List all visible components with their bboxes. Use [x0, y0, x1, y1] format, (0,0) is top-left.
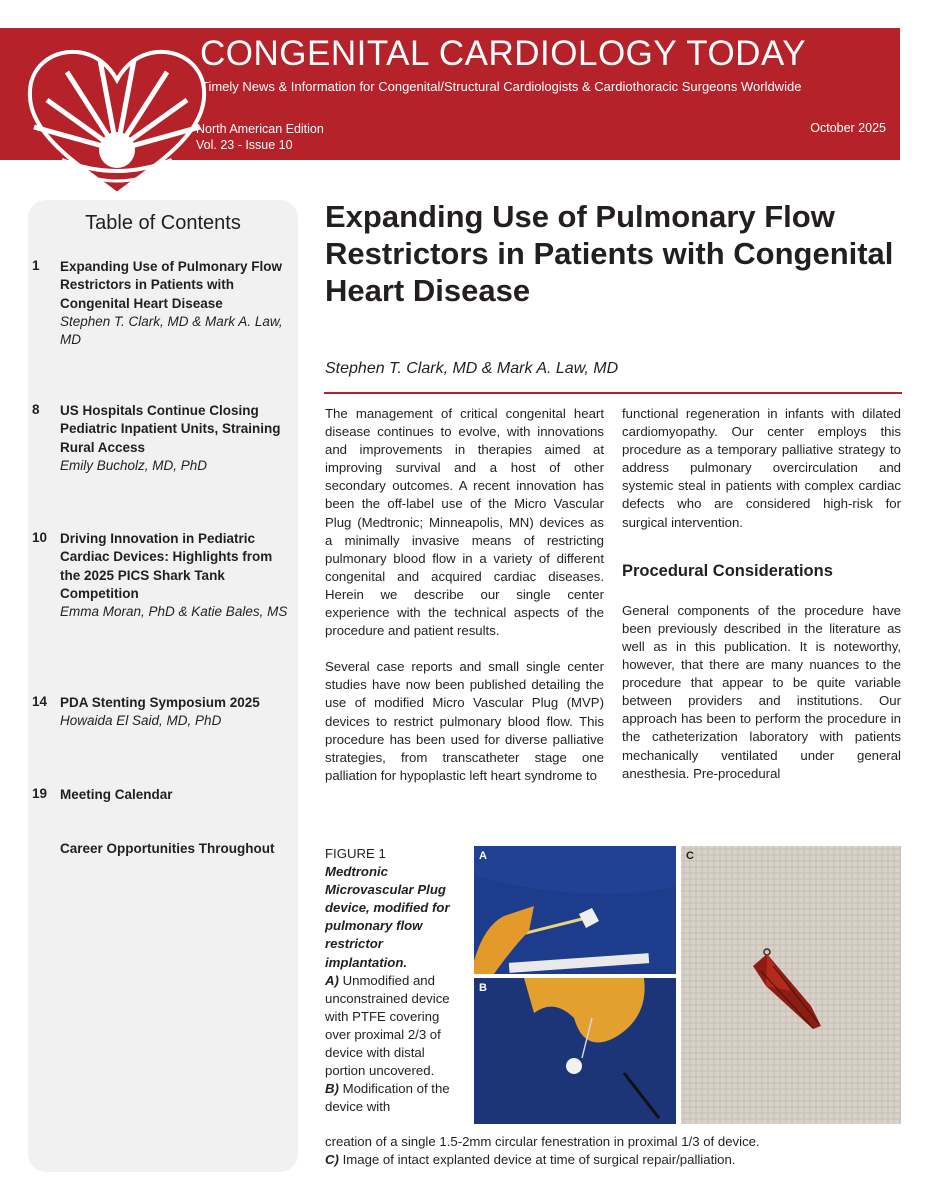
toc-page-number: 8 — [32, 402, 40, 417]
figure-key-a: A) — [325, 972, 339, 988]
toc-entry-title: Career Opportunities Throughout — [60, 841, 275, 856]
paragraph: The management of critical congenital heart disease continues to evolve, with innovations and improvements in therapies aimed at improving survival and a host of other secondary outcomes. A recent innovation has been the off-label use of the Micro Vascular Plug (Medtronic; Minneapolis, MN) devices as a minimally invasive means of restricting pulmonary blood flow in a variety of different congenital and acquired cardiac diseases. Herein we describe our single center experience with the technical aspects of the procedure and patient results. — [325, 406, 604, 639]
edition-info — [196, 121, 324, 153]
figure-caption-continued — [325, 1133, 905, 1169]
issue-date: October 2025 — [810, 121, 886, 135]
toc-entry-authors: Howaida El Said, MD, PhD — [60, 713, 222, 729]
figure-text-a: Unmodified and unconstrained device with PTFE covering over proximal 2/3 of device with distal portion uncovered. — [325, 972, 450, 1079]
paragraph: General components of the procedure have been previously described in the literature as well as in this publication. It is noteworthy, however, that there are many nuances to the procedure that appear to be quite variable between providers and institutions. Our approach has been to perform the procedure in the catheterization laboratory with patients mechanically ventilated under general anesthesia. Pre-procedural — [622, 602, 901, 781]
figure-key-b: B) — [325, 1081, 339, 1097]
toc-entry-authors: Emily Bucholz, MD, PhD — [60, 457, 208, 473]
figure-text-c: Image of intact explanted device at time of surgical repair/palliation. — [338, 1152, 736, 1168]
section-heading: Procedural Considerations — [622, 561, 833, 580]
toc-page-number: 19 — [32, 786, 48, 801]
figure-panel-a — [474, 846, 676, 974]
article-title: Expanding Use of Pulmonary Flow Restrictors in Patients with Congenital Heart Disease — [325, 199, 894, 308]
panel-label: C — [686, 850, 694, 862]
figure-caption — [325, 845, 451, 1116]
table-of-contents — [28, 200, 298, 1172]
figure-title: Medtronic Microvascular Plug device, modified for pulmonary flow restrictor implantation. — [325, 864, 450, 970]
figure-panel-c — [681, 846, 901, 1124]
toc-entry-title: US Hospitals Continue Closing Pediatric Inpatient Units, Straining Rural Access — [60, 403, 281, 455]
toc-entry-authors: Stephen T. Clark, MD & Mark A. Law, MD — [60, 313, 283, 348]
heart-logo-icon — [22, 42, 212, 202]
toc-entry-title: PDA Stenting Symposium 2025 — [60, 695, 260, 710]
article-column-2 — [622, 405, 901, 801]
figure-label: FIGURE 1 — [325, 846, 386, 861]
article-byline: Stephen T. Clark, MD & Mark A. Law, MD — [325, 360, 619, 377]
device-photo-a — [474, 846, 676, 974]
paragraph: Several case reports and small single center studies have now been published detailing the use of modified Micro Vascular Plug (MVP) devices to restrict pulmonary blood flow. This procedure has been used for diverse palliative strategies, from transcatheter stage one palliation for hypoplastic left heart syndrome to — [325, 659, 604, 783]
figure-text-b-cont: creation of a single 1.5-2mm circular fenestration in proximal 1/3 of device. — [325, 1134, 760, 1149]
toc-heading: Table of Contents — [85, 212, 241, 234]
article-column-1 — [325, 405, 604, 803]
paragraph: functional regeneration in infants with dilated cardiomyopathy. Our center employs this procedure as a temporary palliative strategy to address pulmonary overcirculation and systemic steal in patients with complex cardiac defects who are considered high-risk for surgical intervention. — [622, 406, 901, 530]
toc-page-number: 1 — [32, 258, 40, 273]
publication-title: CONGENITAL CARDIOLOGY TODAY — [200, 34, 807, 73]
edition-name: North American Edition — [196, 122, 324, 136]
volume-issue: Vol. 23 - Issue 10 — [196, 138, 293, 152]
toc-page-number: 14 — [32, 694, 48, 709]
panel-label: B — [479, 982, 487, 994]
toc-entry-title: Driving Innovation in Pediatric Cardiac Devices: Highlights from the 2025 PICS Shark Tank Competition — [60, 531, 273, 601]
toc-page-number: 10 — [32, 530, 48, 545]
figure-key-c: C) — [325, 1152, 339, 1168]
figure-text-b: Modification of the device with — [325, 1081, 450, 1115]
publication-tagline: Timely News & Information for Congenital/Structural Cardiologists & Cardiothoracic Surgeons Worldwide — [201, 79, 802, 94]
toc-entry-title: Meeting Calendar — [60, 787, 173, 802]
device-photo-b — [474, 978, 676, 1124]
masthead — [0, 28, 900, 160]
figure-panel-b — [474, 978, 676, 1124]
panel-label: A — [479, 850, 487, 862]
toc-entry-authors: Emma Moran, PhD & Katie Bales, MS — [60, 604, 288, 620]
toc-entry-title: Expanding Use of Pulmonary Flow Restrictors in Patients with Congenital Heart Disease — [60, 259, 283, 311]
title-divider — [324, 392, 902, 394]
device-photo-c — [681, 846, 901, 1124]
